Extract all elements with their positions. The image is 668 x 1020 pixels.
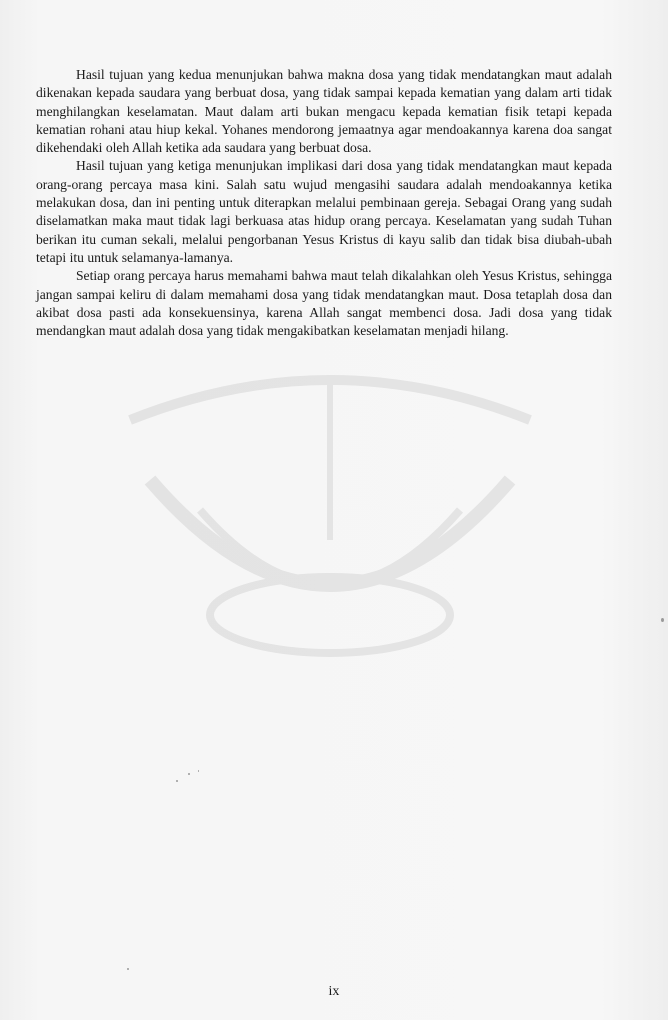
paragraph-1: Hasil tujuan yang kedua menunjukan bahwa makna dosa yang tidak mendatangkan maut adalah dikenakan kepada saudara yang berbuat dosa, yang tidak sampai kepada kematian yang dalam arti tidak menghilangkan keselamatan. Maut dalam arti bukan mengacu kepada kematian fisik tetapi kepada kematian rohani atau hiup kekal. Yohanes mendorong jemaatnya agar mendoakannya karena doa sangat dikehendaki oleh Allah ketika ada saudara yang berbuat dosa. (36, 67, 612, 156)
watermark-emblem-icon (90, 360, 570, 680)
scan-speck (176, 780, 178, 782)
scan-speck (127, 968, 129, 970)
paragraph-2: Hasil tujuan yang ketiga menunjukan implikasi dari dosa yang tidak mendatangkan maut kepada orang-orang percaya masa kini. Salah satu wujud mengasihi saudara adalah mendoakannya ketika melakukan dosa, dan ini penting untuk diterapkan melalui pembinaan gereja. Sebagai Orang yang sudah diselamatkan maka maut tidak lagi berkuasa atas hidup orang percaya. Keselamatan yang sudah Tuhan berikan itu cuman sekali, melalui pengorbanan Yesus Kristus di kayu salib dan tidak bisa diubah-ubah tetapi itu untuk selamanya-lamanya. (36, 158, 612, 265)
scan-speck (188, 773, 190, 775)
body-text (36, 66, 612, 340)
page-number: ix (328, 984, 340, 999)
scan-speck (198, 770, 199, 772)
paragraph-3: Setiap orang percaya harus memahami bahwa maut telah dikalahkan oleh Yesus Kristus, sehingga jangan sampai keliru di dalam memahami dosa yang tidak mendatangkan maut. Dosa tetaplah dosa dan akibat dosa pasti ada konsekuensinya, karena Allah sangat membenci dosa. Jadi dosa yang tidak mendangkan maut adalah dosa yang tidak mengakibatkan keselamatan menjadi hilang. (36, 268, 612, 339)
scan-speck (661, 618, 664, 622)
